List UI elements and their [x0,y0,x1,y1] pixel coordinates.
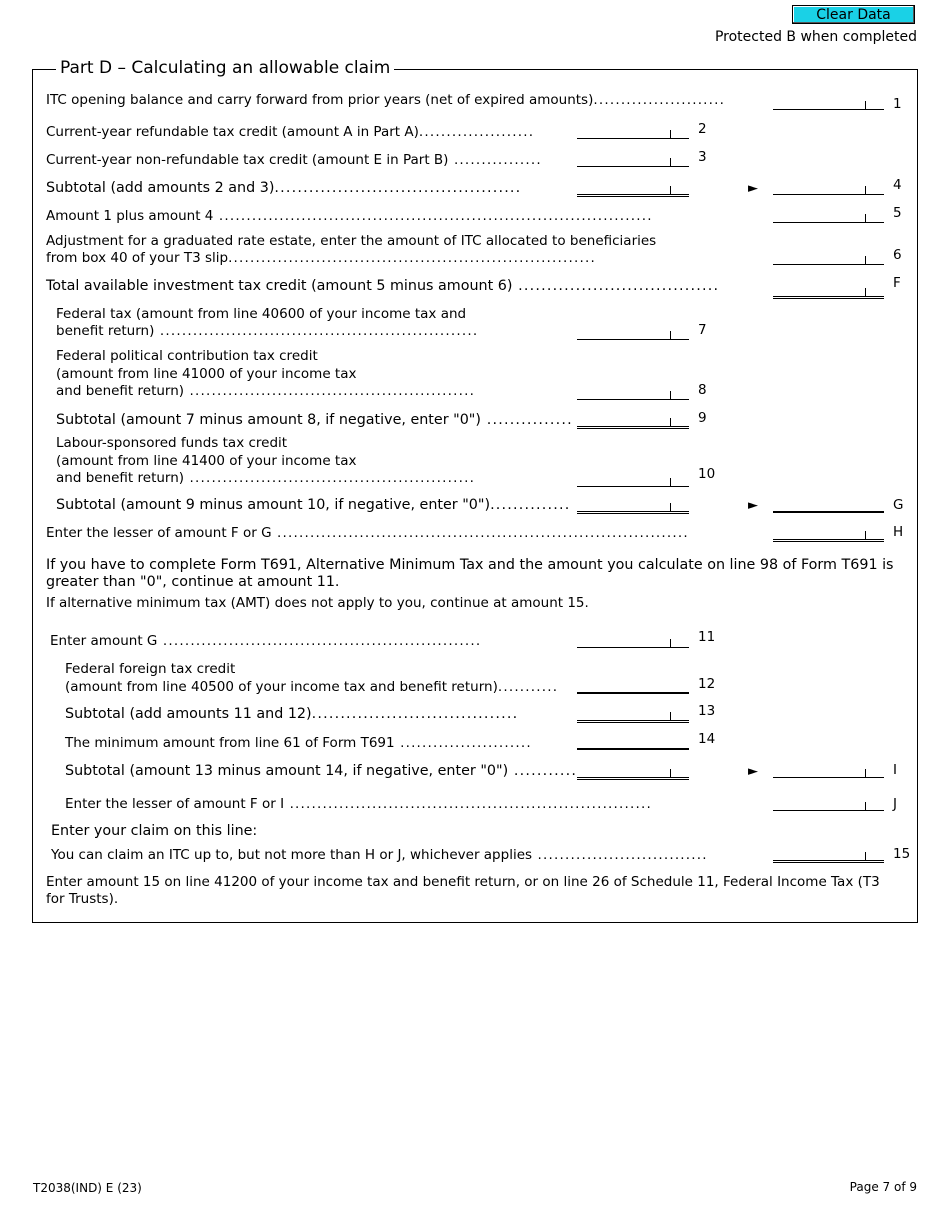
line-6-number: 6 [893,247,902,263]
line-15-label: You can claim an ITC up to, but not more than H or J, whichever applies ............................... [51,847,708,863]
line-j-label: Enter the lesser of amount F or I .................................................................. [65,796,652,812]
line-8-label-cont2: and benefit return) .................................................... [56,383,476,399]
line-g-subtotal-field[interactable] [577,511,689,514]
line-4-input[interactable] [773,194,884,195]
line-2-number: 2 [698,121,707,137]
line-g-letter: G [893,497,904,513]
line-2-input[interactable] [577,138,689,139]
line-8-number: 8 [698,382,707,398]
line-1-label: ITC opening balance and carry forward from prior years (net of expired amounts)........................ [46,92,726,108]
line-f-label: Total available investment tax credit (amount 5 minus amount 6) ................................... [46,278,720,294]
line-15-number: 15 [893,846,911,862]
line-i-label: Subtotal (amount 13 minus amount 14, if negative, enter "0") ........... [65,763,578,779]
line-3-input[interactable] [577,166,689,167]
line-2-label: Current-year refundable tax credit (amount A in Part A)..................... [46,124,535,140]
line-13-input[interactable] [577,720,689,723]
line-11-label: Enter amount G .......................................................... [50,633,482,649]
final-instruction-line-1: Enter amount 15 on line 41200 of your income tax and benefit return, or on line 26 of Schedule 11, Federal Income Tax (T3 [46,874,880,890]
line-j-letter: J [893,796,897,812]
line-5-label: Amount 1 plus amount 4 ............................................................................... [46,208,653,224]
line-9-input[interactable] [577,426,689,429]
claim-heading: Enter your claim on this line: [51,823,258,839]
protected-b-label: Protected B when completed [714,29,917,45]
line-10-label: Labour-sponsored funds tax credit [56,435,288,451]
amt-instruction-line-3: If alternative minimum tax (AMT) does not apply to you, continue at amount 15. [46,595,589,611]
line-15-input[interactable] [773,860,884,863]
line-10-input[interactable] [577,486,689,487]
line-11-number: 11 [698,629,716,645]
line-10-number: 10 [698,466,716,482]
clear-data-button[interactable]: Clear Data [792,5,915,24]
line-6-label-cont: from box 40 of your T3 slip................................................................... [46,250,596,266]
line-4-number: 4 [893,177,902,193]
arrow-icon: ► [748,764,758,779]
line-j-input[interactable] [773,810,884,811]
line-3-number: 3 [698,149,707,165]
amt-instruction-line-2: greater than "0", continue at amount 11. [46,574,340,590]
line-h-letter: H [893,524,904,540]
section-title: Part D – Calculating an allowable claim [56,58,394,78]
line-10-label-cont: (amount from line 41400 of your income tax [56,453,357,469]
line-12-label: Federal foreign tax credit [65,661,236,677]
line-i-subtotal-field[interactable] [577,777,689,780]
line-i-input[interactable] [773,777,884,778]
amt-instruction-line-1: If you have to complete Form T691, Alternative Minimum Tax and the amount you calculate on line 98 of Form T691 is [46,557,894,573]
line-h-label: Enter the lesser of amount F or G ........................................................................... [46,525,689,541]
line-7-label-cont: benefit return) .......................................................... [56,323,479,339]
form-identifier: T2038(IND) E (23) [33,1181,142,1195]
line-12-input[interactable] [577,692,689,694]
line-13-label: Subtotal (add amounts 11 and 12).................................... [65,706,519,722]
line-3-label: Current-year non-refundable tax credit (amount E in Part B) ................ [46,152,542,168]
line-13-number: 13 [698,703,716,719]
arrow-icon: ► [748,181,758,196]
line-g-label: Subtotal (amount 9 minus amount 10, if negative, enter "0").............. [56,497,571,513]
line-9-label: Subtotal (amount 7 minus amount 8, if negative, enter "0") ............... [56,412,573,428]
line-8-input[interactable] [577,399,689,400]
line-f-label-letter: F [893,275,901,291]
line-f-input[interactable] [773,296,884,299]
line-4-subtotal-field[interactable] [577,194,689,197]
line-11-input[interactable] [577,647,689,648]
line-5-number: 5 [893,205,902,221]
line-1-input[interactable] [773,109,884,110]
line-7-label: Federal tax (amount from line 40600 of your income tax and [56,306,467,322]
line-14-label: The minimum amount from line 61 of Form T691 ........................ [65,735,532,751]
page-number: Page 7 of 9 [849,1180,917,1194]
line-6-input[interactable] [773,264,884,265]
line-i-letter: I [893,762,897,778]
line-7-number: 7 [698,322,707,338]
line-14-input[interactable] [577,748,689,750]
line-14-number: 14 [698,731,716,747]
line-6-label: Adjustment for a graduated rate estate, enter the amount of ITC allocated to beneficiaries [46,233,657,249]
line-7-input[interactable] [577,339,689,340]
line-10-label-cont2: and benefit return) .................................................... [56,470,476,486]
part-d-section [32,69,918,923]
line-12-number: 12 [698,676,716,692]
line-8-label-cont: (amount from line 41000 of your income tax [56,366,357,382]
line-12-label-cont: (amount from line 40500 of your income tax and benefit return)........... [65,679,559,695]
line-g-input[interactable] [773,511,884,513]
line-4-label: Subtotal (add amounts 2 and 3)........................................... [46,180,522,196]
line-9-number: 9 [698,410,707,426]
final-instruction-line-2: for Trusts). [46,891,119,907]
line-5-input[interactable] [773,222,884,223]
line-1-number: 1 [893,96,902,112]
line-8-label: Federal political contribution tax credit [56,348,318,364]
line-h-input[interactable] [773,539,884,542]
arrow-icon: ► [748,498,758,513]
